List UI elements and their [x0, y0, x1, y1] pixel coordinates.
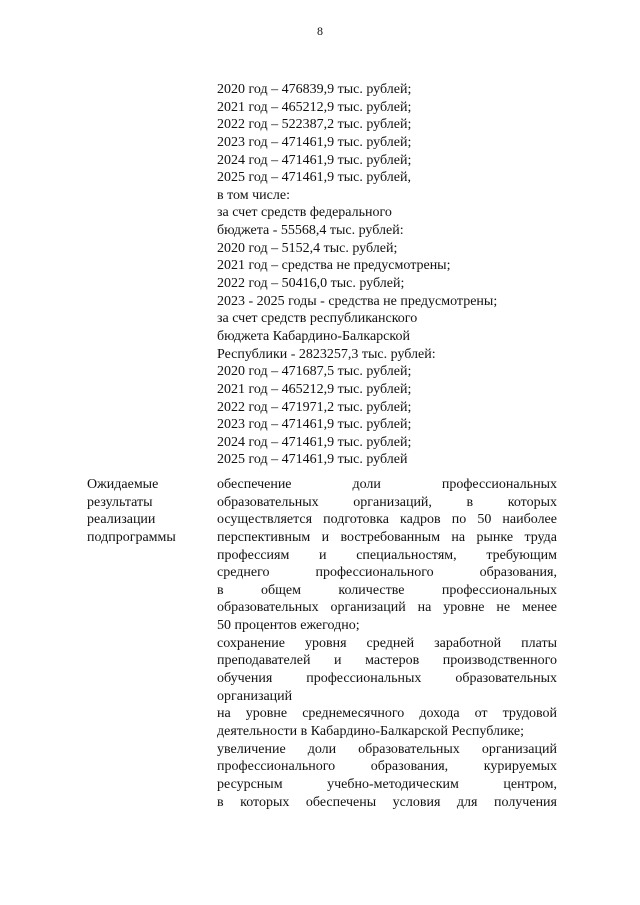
funding-line: 2020 год – 5152,4 тыс. рублей; [217, 240, 398, 256]
funding-line: 2020 год – 476839,9 тыс. рублей; [217, 82, 412, 97]
page-number: 8 [317, 24, 323, 38]
funding-line: 2021 год – 465212,9 тыс. рублей; [217, 99, 412, 115]
funding-line: 2025 год – 471461,9 тыс. рублей, [217, 170, 411, 186]
result-line: в которых обеспечены условия для получения [217, 794, 557, 810]
results-label-line: подпрограммы [87, 529, 176, 545]
result-line: обеспечение доли профессиональных [217, 477, 557, 492]
funding-line: бюджета Кабардино-Балкарской [217, 328, 410, 344]
result-line: перспективным и востребованным на рынке труда [217, 529, 557, 545]
result-line: в общем количестве профессиональных [217, 582, 557, 598]
result-line: образовательных организаций на уровне не менее [217, 600, 557, 616]
funding-line: Республики - 2823257,3 тыс. рублей: [217, 346, 436, 362]
funding-line: 2022 год – 471971,2 тыс. рублей; [217, 399, 412, 415]
result-line: преподавателей и мастеров производственного [217, 653, 557, 669]
funding-line: в том числе: [217, 187, 290, 203]
funding-line: 2021 год – средства не предусмотрены; [217, 258, 451, 274]
result-line: на уровне среднемесячного дохода от трудовой [217, 706, 557, 722]
funding-line: за счет средств федерального [217, 205, 392, 221]
expected-results [217, 476, 557, 811]
result-line: ресурсным учебно-методическим центром, [217, 776, 557, 792]
results-label [87, 476, 207, 547]
result-line: организаций [217, 688, 293, 704]
results-label-line: реализации [87, 512, 156, 528]
result-line: деятельности в Кабардино-Балкарской Республике; [217, 723, 525, 739]
funding-line: 2023 год – 471461,9 тыс. рублей; [217, 417, 412, 433]
funding-line: 2023 - 2025 годы - средства не предусмотрены; [217, 293, 498, 309]
funding-line: 2025 год – 471461,9 тыс. рублей [217, 452, 408, 468]
funding-line: 2023 год – 471461,9 тыс. рублей; [217, 134, 412, 150]
result-line: среднего профессионального образования, [217, 565, 557, 581]
result-line: обучения профессиональных образовательных [217, 671, 557, 687]
result-line: сохранение уровня средней заработной платы [217, 635, 557, 651]
result-line: образовательных организаций, в которых [217, 494, 557, 510]
funding-line: 2022 год – 50416,0 тыс. рублей; [217, 276, 405, 292]
result-line: увеличение доли образовательных организаций [217, 741, 557, 757]
funding-section [217, 81, 557, 469]
funding-line: 2021 год – 465212,9 тыс. рублей; [217, 381, 412, 397]
result-line: 50 процентов ежегодно; [217, 618, 360, 634]
result-line: профессионального образования, курируемых [217, 759, 557, 775]
funding-line: бюджета - 55568,4 тыс. рублей: [217, 223, 404, 239]
funding-line: 2022 год – 522387,2 тыс. рублей; [217, 117, 412, 133]
funding-line: 2020 год – 471687,5 тыс. рублей; [217, 364, 412, 380]
funding-line: за счет средств республиканского [217, 311, 418, 327]
result-line: осуществляется подготовка кадров по 50 наиболее [217, 512, 557, 528]
result-line: профессиям и специальностям, требующим [217, 547, 557, 563]
results-label-line: Ожидаемые [87, 477, 159, 492]
funding-line: 2024 год – 471461,9 тыс. рублей; [217, 434, 412, 450]
results-label-line: результаты [87, 494, 153, 510]
funding-line: 2024 год – 471461,9 тыс. рублей; [217, 152, 412, 168]
